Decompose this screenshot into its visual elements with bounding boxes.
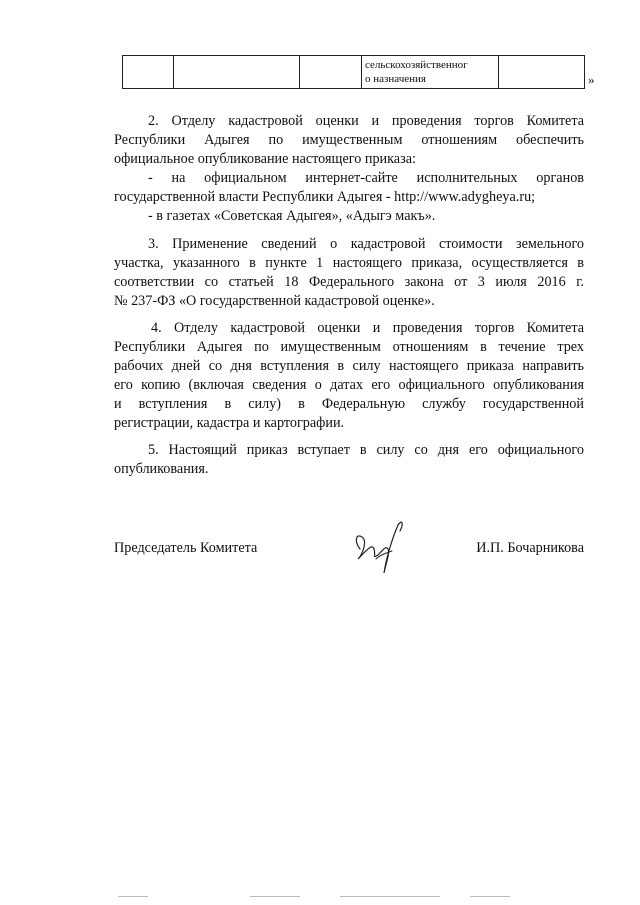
closing-quote: »	[588, 72, 595, 87]
paragraph-line: 5. Настоящий приказ вступает в силу со дня его официального	[148, 442, 584, 458]
paragraph-line: № 237-ФЗ «О государственной кадастровой оценке».	[114, 293, 435, 309]
paragraph-2	[114, 112, 584, 226]
table-cell-purpose	[362, 56, 499, 89]
table-cell	[300, 56, 362, 89]
paragraph-line: участка, указанного в пункте 1 настоящего приказа, осуществляется в	[114, 255, 584, 271]
table-row	[123, 56, 585, 89]
footer-divider	[118, 896, 148, 897]
paragraph-line: государственной власти Республики Адыгея - http://www.adygheya.ru;	[114, 189, 536, 205]
footer-divider	[340, 896, 440, 897]
table-cell	[174, 56, 300, 89]
paragraph-4	[114, 319, 584, 433]
signatory-name: И.П. Бочарникова	[476, 540, 584, 556]
cell-line: сельскохозяйственног	[365, 59, 468, 71]
footer-divider	[470, 896, 510, 897]
paragraph-line: - на официальном интернет-сайте исполнительных органов	[148, 170, 584, 186]
table-cell	[123, 56, 174, 89]
table-cell	[499, 56, 585, 89]
paragraph-line: и вступления в силу) в Федеральную службу государственной	[114, 396, 584, 412]
paragraph-line: опубликования.	[114, 461, 209, 477]
paragraph-line: - в газетах «Советская Адыгея», «Адыгэ макъ».	[148, 208, 436, 224]
paragraph-line: соответствии со статьей 18 Федерального закона от 3 июля 2016 г.	[114, 274, 584, 290]
paragraph-line: Республики Адыгея по имущественным отношениям обеспечить	[114, 132, 584, 148]
paragraph-line: Республики Адыгея по имущественным отношениям в течение трех	[114, 339, 584, 355]
signatory-title: Председатель Комитета	[114, 540, 258, 556]
paragraph-line: 2. Отделу кадастровой оценки и проведения торгов Комитета	[148, 113, 584, 129]
footer-divider	[250, 896, 300, 897]
paragraph-line: официальное опубликование настоящего приказа:	[114, 151, 416, 167]
paragraph-line: рабочих дней со дня вступления в силу настоящего приказа направить	[114, 358, 584, 374]
paragraph-5	[114, 441, 584, 479]
paragraph-line: регистрации, кадастра и картографии.	[114, 415, 345, 431]
table-fragment	[122, 55, 585, 89]
paragraph-line: его копию (включая сведения о датах его официального опубликования	[114, 377, 584, 393]
paragraph-3	[114, 235, 584, 311]
cell-line: о назначения	[365, 73, 426, 85]
paragraph-line: 4. Отделу кадастровой оценки и проведения торгов Комитета	[151, 320, 584, 336]
paragraph-line: 3. Применение сведений о кадастровой стоимости земельного	[148, 236, 584, 252]
handwritten-signature	[346, 515, 416, 585]
